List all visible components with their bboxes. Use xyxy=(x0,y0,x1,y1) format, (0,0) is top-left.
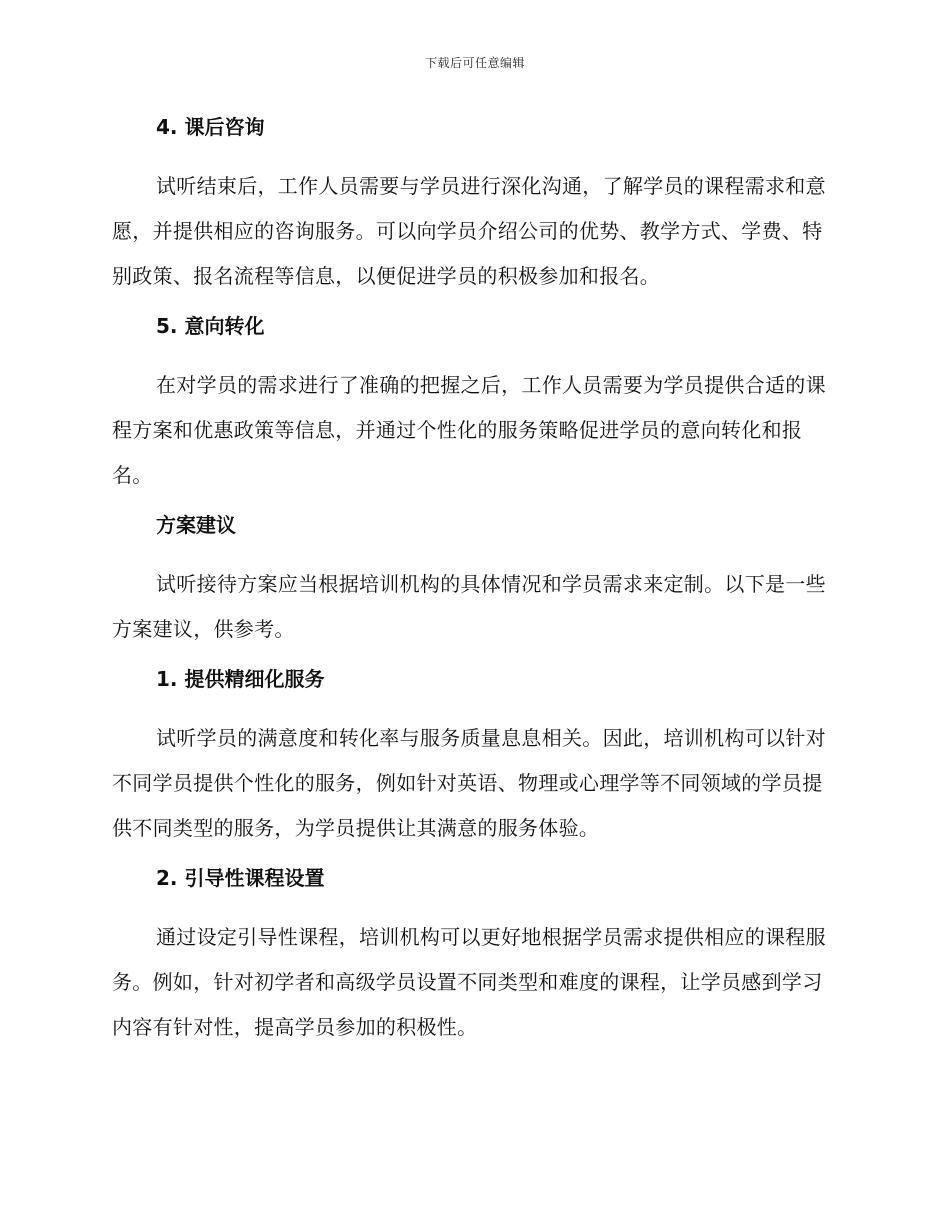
section-heading: 方案建议 xyxy=(156,513,236,537)
section-paragraph: 通过设定引导性课程，培训机构可以更好地根据学员需求提供相应的课程服务。例如，针对初学者和高级学员设置不同类型和难度的课程，让学员感到学习内容有针对性，提高学员参加的积极性。 xyxy=(112,925,826,1039)
section-after-class-consultation xyxy=(112,112,840,299)
section-paragraph: 在对学员的需求进行了准确的把握之后，工作人员需要为学员提供合适的课程方案和优惠政策等信息，并通过个性化的服务策略促进学员的意向转化和报名。 xyxy=(112,373,826,487)
document-body xyxy=(112,112,840,1062)
page-header: 下载后可任意编辑 xyxy=(424,56,525,70)
section-heading: 1. 提供精细化服务 xyxy=(156,667,325,691)
section-heading: 5. 意向转化 xyxy=(156,314,265,338)
section-paragraph: 试听学员的满意度和转化率与服务质量息息相关。因此，培训机构可以针对不同学员提供个性化的服务，例如针对英语、物理或心理学等不同领域的学员提供不同类型的服务，为学员提供让其满意的服务体验。 xyxy=(112,726,826,840)
section-intention-conversion xyxy=(112,311,840,498)
section-heading: 4. 课后咨询 xyxy=(156,115,265,139)
section-guided-courses xyxy=(112,863,840,1050)
section-paragraph: 试听结束后，工作人员需要与学员进行深化沟通，了解学员的课程需求和意愿，并提供相应的咨询服务。可以向学员介绍公司的优势、教学方式、学费、特别政策、报名流程等信息，以便促进学员的积极参加和报名。 xyxy=(112,174,826,288)
section-refined-service xyxy=(112,664,840,851)
section-plan-suggestions xyxy=(112,510,840,652)
section-heading: 2. 引导性课程设置 xyxy=(156,866,325,890)
section-paragraph: 试听接待方案应当根据培训机构的具体情况和学员需求来定制。以下是一些方案建议，供参考。 xyxy=(112,572,826,641)
